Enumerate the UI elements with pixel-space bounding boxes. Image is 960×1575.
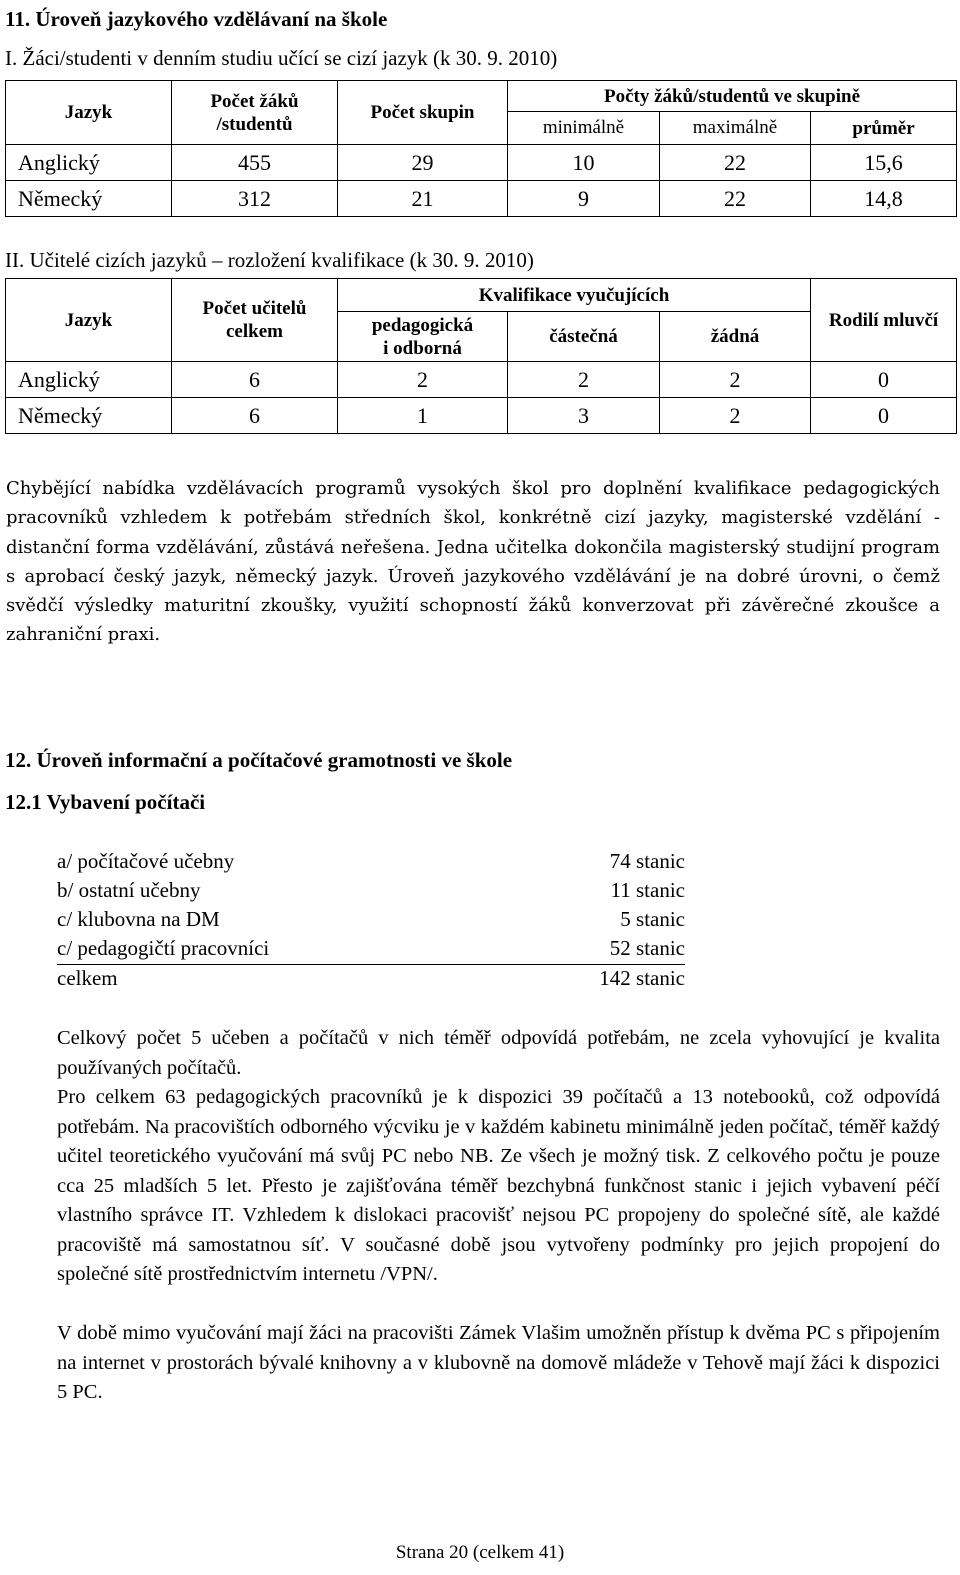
table-row <box>6 362 957 398</box>
section-12-1-heading: 12.1 Vybavení počítači <box>5 790 206 814</box>
cell: 29 <box>338 145 508 181</box>
equipment-row-1 <box>57 849 685 879</box>
cell: 6 <box>172 398 338 434</box>
section-11-heading: 11. Úroveň jazykového vzdělávaní na škole <box>5 7 388 31</box>
col-header-pedagogicka-line1: pedagogická <box>371 314 474 336</box>
teachers-qualification-table <box>5 278 957 434</box>
equipment-label: c/ klubovna na DM <box>57 907 220 931</box>
equipment-value: 74 stanic <box>609 849 685 873</box>
cell: Německý <box>6 398 172 434</box>
cell: 2 <box>660 398 811 434</box>
cell: 2 <box>508 362 660 398</box>
col-header-jazyk: Jazyk <box>6 279 172 362</box>
equipment-row-3 <box>57 907 685 937</box>
equipment-label: c/ pedagogičtí pracovníci <box>57 936 270 960</box>
equipment-value: 5 stanic <box>620 907 685 931</box>
col-header-pocet-zaku <box>172 81 338 145</box>
col-header-pocet-ucitelu-line1: Počet učitelů <box>202 298 307 319</box>
cell: 1 <box>338 398 508 434</box>
col-header-pocet-zaku-line2: /studentů <box>216 113 293 135</box>
cell: 22 <box>660 181 811 217</box>
cell: 3 <box>508 398 660 434</box>
equipment-label: b/ ostatní učebny <box>57 878 201 902</box>
col-header-pocet-zaku-line1: Počet žáků <box>210 90 299 112</box>
col-header-pedagogicka <box>338 312 508 362</box>
col-header-rodili: Rodilí mluvčí <box>811 279 957 362</box>
equipment-row-4 <box>57 936 685 965</box>
cell: 21 <box>338 181 508 217</box>
col-header-pocty: Počty žáků/studentů ve skupině <box>508 81 957 112</box>
cell: 0 <box>811 362 957 398</box>
col-header-jazyk: Jazyk <box>6 81 172 145</box>
col-header-min: minimálně <box>508 112 660 145</box>
section-12-heading: 12. Úroveň informační a počítačové gramotnosti ve škole <box>5 748 513 772</box>
table2-title: II. Učitelé cizích jazyků – rozložení kvalifikace (k 30. 9. 2010) <box>5 248 534 272</box>
section-12-paragraph-2: Pro celkem 63 pedagogických pracovníků je k dispozici 39 počítačů a 13 notebooků, což odpovídá potřebám. Na pracovištích odborného výcviku je v každém kabinetu minimálně jeden počítač, téměř každý učitel teoretického vyučování má svůj PC nebo NB. Ze všech je možný tisk. Z celkového počtu je pouze cca 25 mladších 5 let. Přesto je zajišťována téměř bezchybná funkčnost stanic i jejich vybavení péčí vlastního správce IT. Vzhledem k dislokaci pracovišť nejsou PC propojeny do společné sítě, ale každé pracoviště má samostatnou síť. V současné době jsou vytvořeny podmínky pro jejich propojení do společné sítě prostřednictvím internetu /VPN/. <box>57 1086 940 1285</box>
cell: 14,8 <box>811 181 957 217</box>
section-11-paragraph: Chybějící nabídka vzdělávacích programů vysokých škol pro doplnění kvalifikace pedagogických pracovníků vzhledem k potřebám středních škol, konkrétně cizí jazyky, magisterské vzdělání - distanční forma vzdělávání, zůstává neřešena. Jedna učitelka dokončila magisterský studijní program s aprobací český jazyk, německý jazyk. Úroveň jazykového vzdělávání je na dobré úrovni, o čemž svědčí výsledky maturitní zkoušky, využití schopností žáků konverzovat při závěrečné zkoušce a zahraniční praxi. <box>6 478 940 646</box>
col-header-pedagogicka-line2: i odborná <box>383 337 462 359</box>
col-header-pocet-ucitelu-line2: celkem <box>226 321 283 342</box>
equipment-row-2 <box>57 878 685 908</box>
page-footer: Strana 20 (celkem 41) <box>395 1542 565 1563</box>
col-header-pocet-ucitelu <box>172 279 338 362</box>
cell: 22 <box>660 145 811 181</box>
cell: 6 <box>172 362 338 398</box>
equipment-value: 11 stanic <box>610 878 685 902</box>
equipment-label: celkem <box>57 966 118 990</box>
cell: 312 <box>172 181 338 217</box>
cell: 15,6 <box>811 145 957 181</box>
section-12-paragraph-3: V době mimo vyučování mají žáci na pracovišti Zámek Vlašim umožněn přístup k dvěma PC s připojením na internet v prostorách bývalé knihovny a v klubovně na domově mládeže v Tehově mají žáci k dispozici 5 PC. <box>57 1322 940 1403</box>
cell: 2 <box>660 362 811 398</box>
section-12-paragraph-1: Celkový počet 5 učeben a počítačů v nich téměř odpovídá potřebám, ne zcela vyhovující je kvalita používaných počítačů. <box>57 1027 940 1079</box>
equipment-row-total <box>57 966 685 996</box>
equipment-value: 52 stanic <box>609 936 685 960</box>
cell: 9 <box>508 181 660 217</box>
cell: 2 <box>338 362 508 398</box>
col-header-max: maximálně <box>660 112 811 145</box>
cell: 0 <box>811 398 957 434</box>
equipment-value: 142 stanic <box>599 966 685 990</box>
students-language-table <box>5 80 957 217</box>
cell: 455 <box>172 145 338 181</box>
cell: 10 <box>508 145 660 181</box>
col-header-pocet-skupin: Počet skupin <box>338 81 508 145</box>
table-row <box>6 398 957 434</box>
table-row <box>6 145 957 181</box>
col-header-kvalifikace: Kvalifikace vyučujících <box>338 279 811 312</box>
equipment-label: a/ počítačové učebny <box>57 849 235 873</box>
cell: Anglický <box>6 362 172 398</box>
table1-title: I. Žáci/studenti v denním studiu učící se cizí jazyk (k 30. 9. 2010) <box>5 46 558 70</box>
col-header-castecna: částečná <box>508 312 660 362</box>
col-header-prumer: průměr <box>811 112 957 145</box>
cell: Anglický <box>6 145 172 181</box>
cell: Německý <box>6 181 172 217</box>
col-header-zadna: žádná <box>660 312 811 362</box>
table-row <box>6 181 957 217</box>
